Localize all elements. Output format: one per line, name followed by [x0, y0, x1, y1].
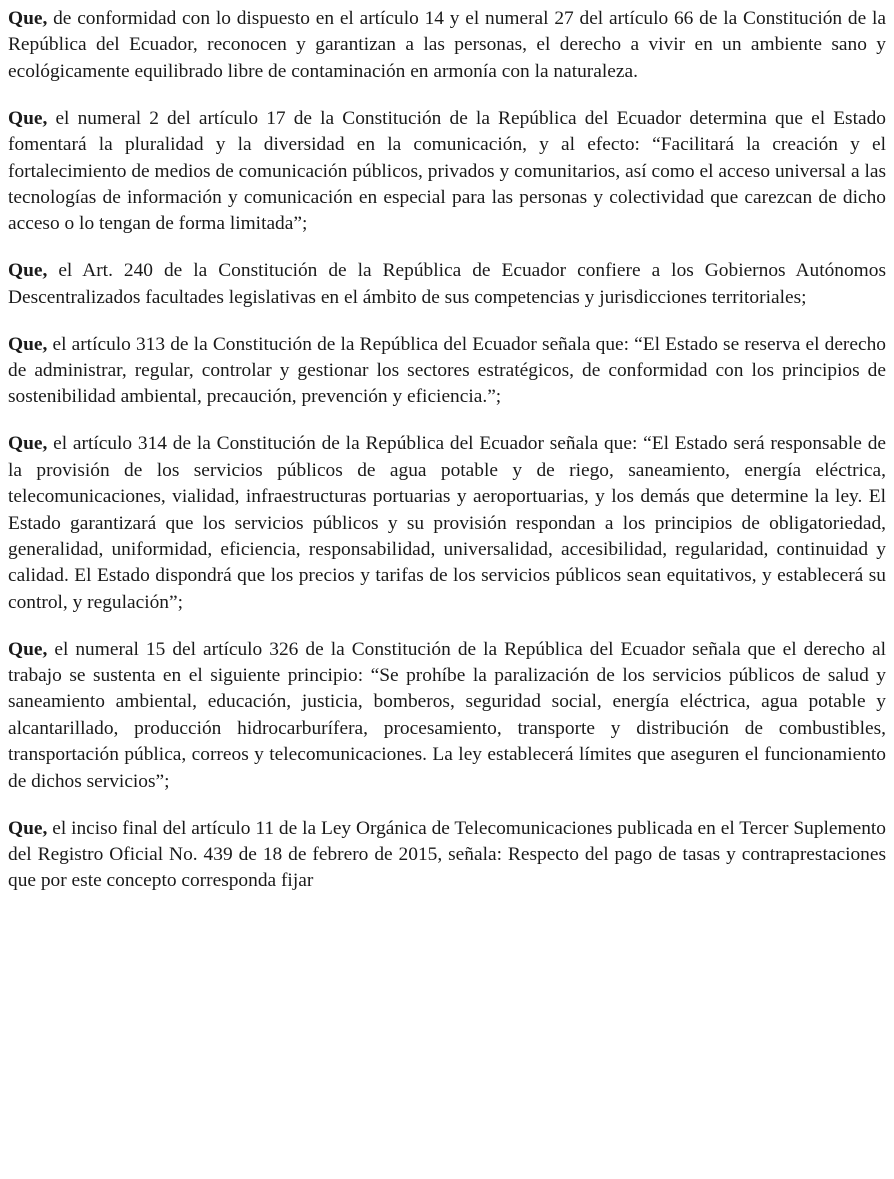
paragraph-text: el numeral 2 del artículo 17 de la Constitución de la República del Ecuador determina que el Estado fomentará la pluralidad y la diversidad en la comunicación, y al efecto: “Facilitará la creación y el fortalecimiento de medios de comunicación públicos, privados y comunitarios, así como el acceso universal a las tecnologías de información y comunicación en especial para las personas y colectividad que carezcan de dicho acceso o lo tengan de forma limitada”;: [8, 107, 886, 235]
paragraph-keyword: Que,: [8, 8, 48, 29]
paragraph-keyword: Que,: [8, 107, 48, 129]
paragraph-2: [8, 106, 886, 238]
document-page: [8, 6, 886, 915]
paragraph-keyword: Que,: [8, 260, 48, 282]
paragraph-4: [8, 332, 886, 411]
paragraph-keyword: Que,: [8, 333, 48, 355]
paragraph-1: [8, 6, 886, 85]
paragraph-text: el Art. 240 de la Constitución de la República de Ecuador confiere a los Gobiernos Autónomos Descentralizados facultades legislativas en el ámbito de sus competencias y jurisdicciones territoriales;: [8, 260, 886, 308]
paragraph-text: el inciso final del artículo 11 de la Ley Orgánica de Telecomunicaciones publicada en el Tercer Suplemento del Registro Oficial No. 439 de 18 de febrero de 2015, señala: Respecto del pago de tasas y contraprestaciones que por este concepto corresponda fijar: [8, 817, 886, 892]
paragraph-text: el numeral 15 del artículo 326 de la Constitución de la República del Ecuador señala que el derecho al trabajo se sustenta en el siguiente principio: “Se prohíbe la paralización de los servicios públicos de salud y saneamiento ambiental, educación, justicia, bomberos, seguridad social, energía eléctrica, agua potable y alcantarillado, producción hidrocarburífera, procesamiento, transporte y distribución de combustibles, transportación pública, correos y telecomunicaciones. La ley establecerá límites que aseguren el funcionamiento de dichos servicios”;: [8, 638, 886, 792]
paragraph-text: el artículo 313 de la Constitución de la República del Ecuador señala que: “El Estado se reserva el derecho de administrar, regular, controlar y gestionar los sectores estratégicos, de conformidad con los principios de sostenibilidad ambiental, precaución, prevención y eficiencia.”;: [8, 333, 886, 408]
paragraph-6: [8, 637, 886, 795]
paragraph-keyword: Que,: [8, 638, 48, 660]
paragraph-3: [8, 258, 886, 311]
paragraph-text: de conformidad con lo dispuesto en el artículo 14 y el numeral 27 del artículo 66 de la Constitución de la República del Ecuador, reconocen y garantizan a las personas, el derecho a vivir en un ambiente sano y ecológicamente equilibrado libre de contaminación en armonía con la naturaleza.: [8, 8, 886, 82]
paragraph-keyword: Que,: [8, 817, 48, 839]
paragraph-text: el artículo 314 de la Constitución de la República del Ecuador señala que: “El Estado será responsable de la provisión de los servicios públicos de agua potable y de riego, saneamiento, energía eléctrica, telecomunicaciones, vialidad, infraestructuras portuarias y aeroportuarias, y los demás que determine la ley. El Estado garantizará que los servicios públicos y su provisión respondan a los principios de obligatoriedad, generalidad, uniformidad, eficiencia, responsabilidad, universalidad, accesibilidad, regularidad, continuidad y calidad. El Estado dispondrá que los precios y tarifas de los servicios públicos sean equitativos, y establecerá su control, y regulación”;: [8, 433, 886, 613]
paragraph-7: [8, 816, 886, 895]
paragraph-5: [8, 431, 886, 616]
paragraph-keyword: Que,: [8, 433, 48, 455]
